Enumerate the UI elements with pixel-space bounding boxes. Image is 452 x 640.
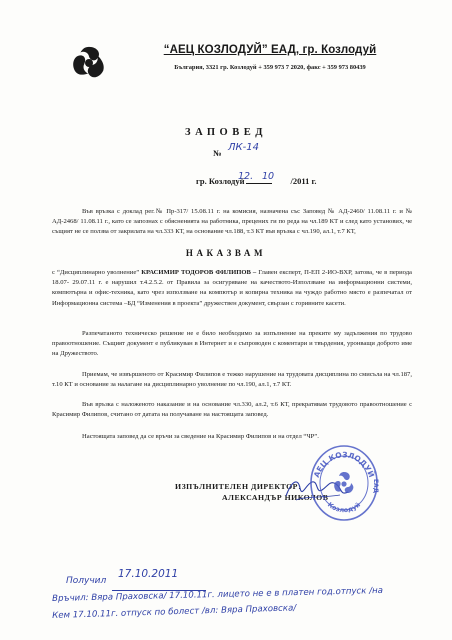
svg-text:Козлодуй [326,500,362,514]
termination-paragraph: Във връзка с наложеното наказание и на основание чл.330, ал.2, т.6 КТ, прекратявам трудовото правоотношение с Красимир Филипов, считано от датата на получаване на настоящата заповед. [52,401,412,419]
atom-triskelion-icon [70,44,108,82]
signatory-name: АЛЕКСАНДЪР НИКОЛОВ [222,493,329,502]
place-prefix: гр. Козлодуй [196,176,245,186]
disclosure-paragraph: Разпечатаното техническо решение не е било необходимо за изпълнение на преките му задължения по трудово правоотношение. Същият документ е публикуван в Интернет и е съпроводен с коментари и твърдения, уронващи доброто име на Дружеството. [52,330,412,358]
document-place-date [196,176,317,186]
document-title: ЗАПОВЕД [185,127,267,138]
document-number-label: № [213,148,222,158]
signatory-title: ИЗПЪЛНИТЕЛЕН ДИРЕКТОР: [175,482,302,491]
intro-paragraph: Във връзка с доклад рег.№ Пр-317/ 15.08.11 г. на комисия, назначена със Заповед № АД-2460/ 11.08.11 г. и № АД-2468/ 11.08.11 г., като се запознах с обясненията на работника, прецених ги по реда на чл.189 КТ и след като установих, че същият не се ползва от закрилата на чл.333 КТ, на основание чл.188, т.3 КТ във връзка с чл.190, ал.1, т.7 КТ, [52,208,412,236]
stamp-text-side: ЕАД [372,478,379,494]
stamp-text-top: АЕЦ КОЗЛОДУЙ [311,450,377,479]
stamp-text-bottom: Козлодуй [326,500,362,515]
sanction-prefix: с “Дисциплинарно уволнение” [52,269,142,276]
handwritten-date-day: 12. [238,171,254,182]
handwritten-received-date: 17.10.2011 [118,568,179,580]
handwritten-date-month: 10 [262,171,275,182]
handwritten-delivery-note-line2: Кем 17.10.11г. отпуск по болест /вл: Вяра Праховска/ [52,603,297,621]
date-suffix: /2011 г. [290,176,317,186]
handwritten-received-label: Получил [66,576,107,586]
sanction-details: Главен експерт, П-ЕП 2-ИО-ВХР, затова, че в периода 18.07- 29.07.11 г. е нарушил т.4.2.5.2. от Правила за осигуряване на качеството-Използване на информационни системи, компютърна и офис-техника, като чрез използване на компютър и копирна техника на чуждо работно място е разпечатал от Информационна система –БД “Изменения в проекта” дружествен документ, свързан с горивните касети. [52,269,412,307]
sanction-heading: НАКАЗВАМ [185,248,267,258]
conclusion-paragraph: Приемам, че извършеното от Красимир Филипов е тежко нарушение на трудовата дисциплина по смисъла на чл.187, т.10 КТ и основание за налагане на дисциплинарно уволнение по чл.190, ал.1, т.7 КТ. [52,371,412,389]
company-address: България, 3321 гр. Козлодуй + 359 973 7 2020, факс + 359 973 80439 [174,64,366,71]
employee-name: КРАСИМИР ТОДОРОВ ФИЛИПОВ – [141,269,257,276]
company-name: “АЕЦ КОЗЛОДУЙ” ЕАД, гр. Козлодуй [163,44,377,56]
handwritten-document-number: ЛК-14 [228,142,259,153]
company-stamp [308,442,380,524]
notification-paragraph: Настоящата заповед да се връчи за сведение на Красимир Филипов и на отдел “ЧР”. [82,433,319,440]
sanction-paragraph [52,268,412,309]
handwritten-delivery-note-line1: Връчил: Вяра Праховска/ 17.10.11г. лицето не е в платен год.отпуск /на [52,585,384,604]
